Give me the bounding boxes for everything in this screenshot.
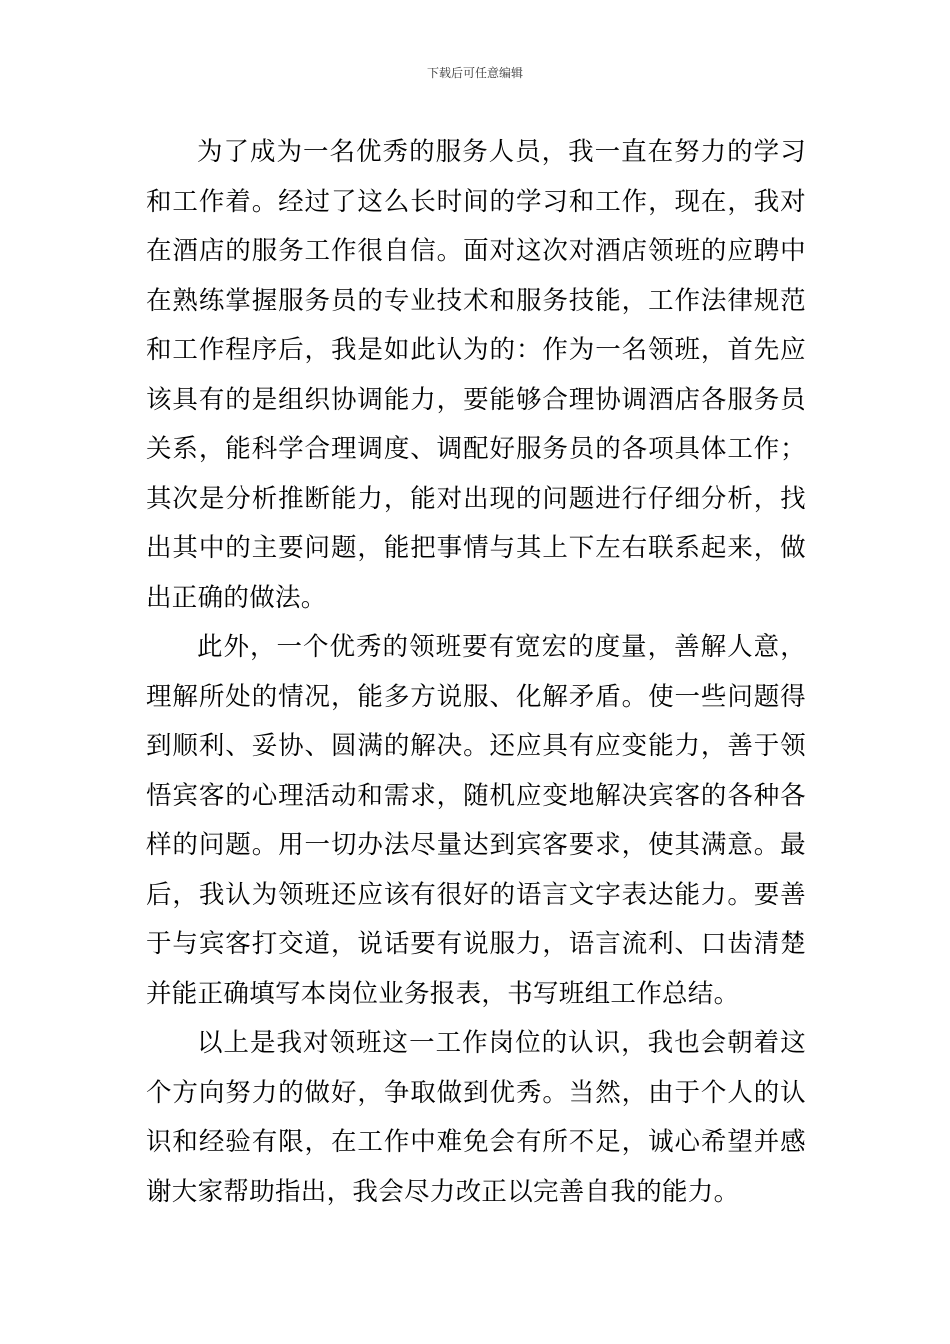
page-header: 下载后可任意编辑 (426, 66, 523, 80)
document-body (146, 128, 806, 1217)
paragraph-1: 为了成为一名优秀的服务人员，我一直在努力的学习和工作着。经过了这么长时间的学习和工作，现在，我对在酒店的服务工作很自信。面对这次对酒店领班的应聘中在熟练掌握服务员的专业技术和服务技能，工作法律规范和工作程序后，我是如此认为的：作为一名领班，首先应该具有的是组织协调能力，要能够合理协调酒店各服务员关系，能科学合理调度、调配好服务员的各项具体工作；其次是分析推断能力，能对出现的问题进行仔细分析，找出其中的主要问题，能把事情与其上下左右联系起来，做出正确的做法。 (146, 137, 806, 613)
paragraph-3: 以上是我对领班这一工作岗位的认识，我也会朝着这个方向努力的做好，争取做到优秀。当然，由于个人的认识和经验有限，在工作中难免会有所不足，诚心希望并感谢大家帮助指出，我会尽力改正以完善自我的能力。 (146, 1028, 806, 1207)
paragraph-2: 此外，一个优秀的领班要有宽宏的度量，善解人意，理解所处的情况，能多方说服、化解矛盾。使一些问题得到顺利、妥协、圆满的解决。还应具有应变能力，善于领悟宾客的心理活动和需求，随机应变地解决宾客的各种各样的问题。用一切办法尽量达到宾客要求，使其满意。最后，我认为领班还应该有很好的语言文字表达能力。要善于与宾客打交道，说话要有说服力，语言流利、口齿清楚并能正确填写本岗位业务报表，书写班组工作总结。 (146, 632, 806, 1009)
